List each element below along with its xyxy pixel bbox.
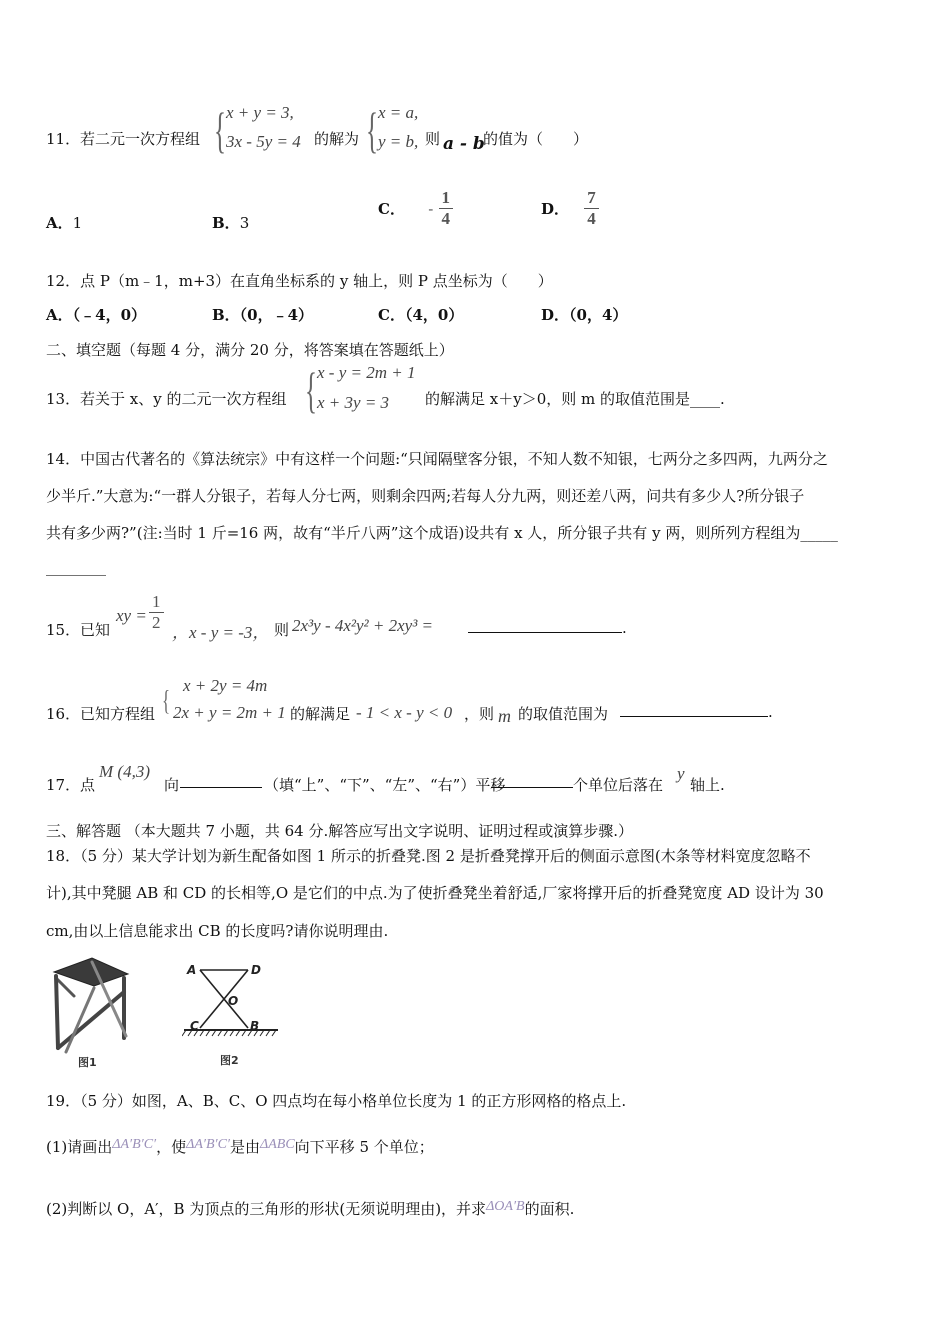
- q12-option-b: B．（0，﹣4）: [212, 306, 314, 324]
- q12-option-c: C．（4，0）: [378, 306, 464, 324]
- q11-number: 11．: [46, 130, 81, 148]
- figure-2-caption: 图2: [220, 1054, 239, 1067]
- q17-text-5: 轴上.: [690, 776, 725, 794]
- q16-system-eq1: x + 2y = 4m: [183, 676, 268, 695]
- q11-option-a: A．1: [46, 214, 83, 232]
- q17-direction-blank[interactable]: [180, 773, 262, 788]
- q11-text-1: 若二元一次方程组: [80, 130, 201, 148]
- label-d: D: [251, 963, 261, 977]
- q13-system-eq2: x + 3y = 3: [317, 393, 390, 412]
- q16-condition: - 1 < x - y < 0: [356, 703, 453, 722]
- q17-point: M (4,3): [99, 762, 150, 781]
- q13-number: 13．: [46, 390, 81, 408]
- q14-line-3: 共有多少两?”(注:当时 1 斤=16 两，故有“半斤八两”这个成语)设共有 x 人，所分银子共有 y 两，则所列方程组为_____: [46, 524, 838, 542]
- q11-option-b: B．3: [212, 214, 250, 232]
- q16-tail: .: [768, 703, 773, 721]
- q17-units-blank[interactable]: [491, 773, 573, 788]
- q17-text-3: （填“上”、“下”、“左”、“右”）平移: [264, 776, 506, 794]
- q12-text: 12．点 P（m﹣1，m+3）在直角坐标系的 y 轴上，则 P 点坐标为（ ）: [46, 272, 553, 290]
- label-c: C: [190, 1019, 199, 1033]
- q14-line-1: 14．中国古代著名的《算法统宗》中有这样一个问题:“只闻隔壁客分银，不知人数不知银，七两分之多四两，九两分之: [46, 450, 828, 468]
- q12-option-d: D．（0，4）: [541, 306, 628, 324]
- q15-tail: .: [622, 619, 627, 637]
- q11-solution-1: x = a,: [378, 103, 419, 122]
- q16-text-2: 的解满足: [290, 705, 351, 723]
- q16-text-3: ，则: [464, 705, 495, 723]
- q16-text-1: 已知方程组: [80, 705, 156, 723]
- q11-option-d: D． $\frac{7}{4}$: [541, 188, 599, 229]
- q15-number: 15．: [46, 621, 81, 639]
- q11-text-2: 的解为: [314, 130, 360, 148]
- label-o: O: [228, 994, 239, 1008]
- q15-condition: ，x - y = -3，: [172, 623, 270, 642]
- q18-line-1: 18．（5 分）某大学计划为新生配备如图 1 所示的折叠凳.图 2 是折叠凳撑开后的侧面示意图(木条等材料宽度忽略不: [46, 847, 811, 865]
- q16-answer-blank[interactable]: [620, 702, 768, 717]
- q15-xy: xy =: [116, 606, 147, 625]
- q15-expression: 2x³y - 4x²y² + 2xy³ =: [292, 616, 434, 635]
- q11-expression: a - b: [443, 134, 485, 154]
- q13-text-2: 的解满足 x＋y＞0，则 m 的取值范围是____.: [425, 390, 725, 408]
- q16-system-eq2: 2x + y = 2m + 1: [173, 703, 286, 722]
- q19-part-2: (2)判断以 O，A′，B 为顶点的三角形的形状(无须说明理由)，并求ΔOA′B的面积.: [46, 1199, 575, 1218]
- q11-system-eq2: 3x - 5y = 4: [226, 132, 301, 151]
- q17-text-2: 向: [164, 776, 180, 794]
- q18-line-3: cm,由以上信息能求出 CB 的长度吗?请你说明理由.: [46, 922, 389, 940]
- q11-system-eq1: x + y = 3,: [226, 103, 294, 122]
- q15-text-2: 则: [274, 621, 290, 639]
- q11-solution-brace: {: [366, 102, 378, 158]
- q16-number: 16．: [46, 705, 81, 723]
- q17-text-1: 点: [80, 776, 96, 794]
- q11-text-3: 则: [425, 130, 441, 148]
- triangle-oa-prime-b: ΔOA′B: [486, 1199, 525, 1214]
- q11-option-c: C． - $\frac{1}{4}$: [378, 188, 453, 229]
- stool-side-view-figure-2: [182, 960, 282, 1070]
- q16-system-brace: {: [162, 686, 171, 717]
- q13-system-brace: {: [305, 362, 317, 418]
- q16-text-4: 的取值范围为: [518, 705, 609, 723]
- q16-variable: m: [498, 706, 511, 726]
- q19-line-1: 19．（5 分）如图，A、B、C、O 四点均在每小格单位长度为 1 的正方形网格的格点上.: [46, 1092, 627, 1110]
- section-3-heading: 三、解答题 （本大题共 7 小题，共 64 分.解答应写出文字说明、证明过程或演算步骤.）: [46, 822, 634, 840]
- q11-text-4: 的值为（ ）: [483, 130, 589, 148]
- q18-line-2: 计),其中凳腿 AB 和 CD 的长相等,O 是它们的中点.为了使折叠凳坐着舒适,厂家将撑开后的折叠凳宽度 AD 设计为 30: [46, 884, 824, 902]
- label-b: B: [250, 1019, 260, 1033]
- q11-solution-2: y = b,: [378, 132, 419, 151]
- triangle-a-prime-b-prime-c-prime-2: ΔA′B′C′: [186, 1137, 230, 1152]
- q19-part-1: (1)请画出ΔA′B′C′，使ΔA′B′C′是由ΔABC向下平移 5 个单位；: [46, 1137, 434, 1156]
- triangle-a-prime-b-prime-c-prime: ΔA′B′C′: [112, 1137, 157, 1152]
- q17-number: 17．: [46, 776, 81, 794]
- q13-system-eq1: x - y = 2m + 1: [317, 363, 416, 382]
- label-a: A: [187, 963, 197, 977]
- q11-option-c-fraction: $\frac{1}{4}$: [439, 188, 454, 229]
- q15-fraction: $\frac{1}{2}$: [149, 592, 164, 633]
- folding-stool-figure-1: [44, 952, 134, 1070]
- q17-variable: y: [677, 764, 685, 783]
- section-2-heading: 二、填空题（每题 4 分，满分 20 分，将答案填在答题纸上）: [46, 341, 454, 359]
- q11-system-brace: {: [214, 102, 226, 158]
- q15-text-1: 已知: [80, 621, 111, 639]
- q14-line-4: ________: [46, 558, 106, 576]
- q15-answer-blank[interactable]: [468, 618, 622, 633]
- figure-1-caption: 图1: [78, 1056, 97, 1069]
- q11-option-d-fraction: $\frac{7}{4}$: [584, 188, 599, 229]
- q12-option-a: A．（﹣4，0）: [46, 306, 147, 324]
- q14-line-2: 少半斤.”大意为:“一群人分银子，若每人分七两，则剩余四两;若每人分九两，则还差八两，问共有多少人?所分银子: [46, 487, 805, 505]
- triangle-abc: ΔABC: [260, 1137, 295, 1152]
- q13-text-1: 若关于 x、y 的二元一次方程组: [80, 390, 287, 408]
- q17-text-4: 个单位后落在: [573, 776, 664, 794]
